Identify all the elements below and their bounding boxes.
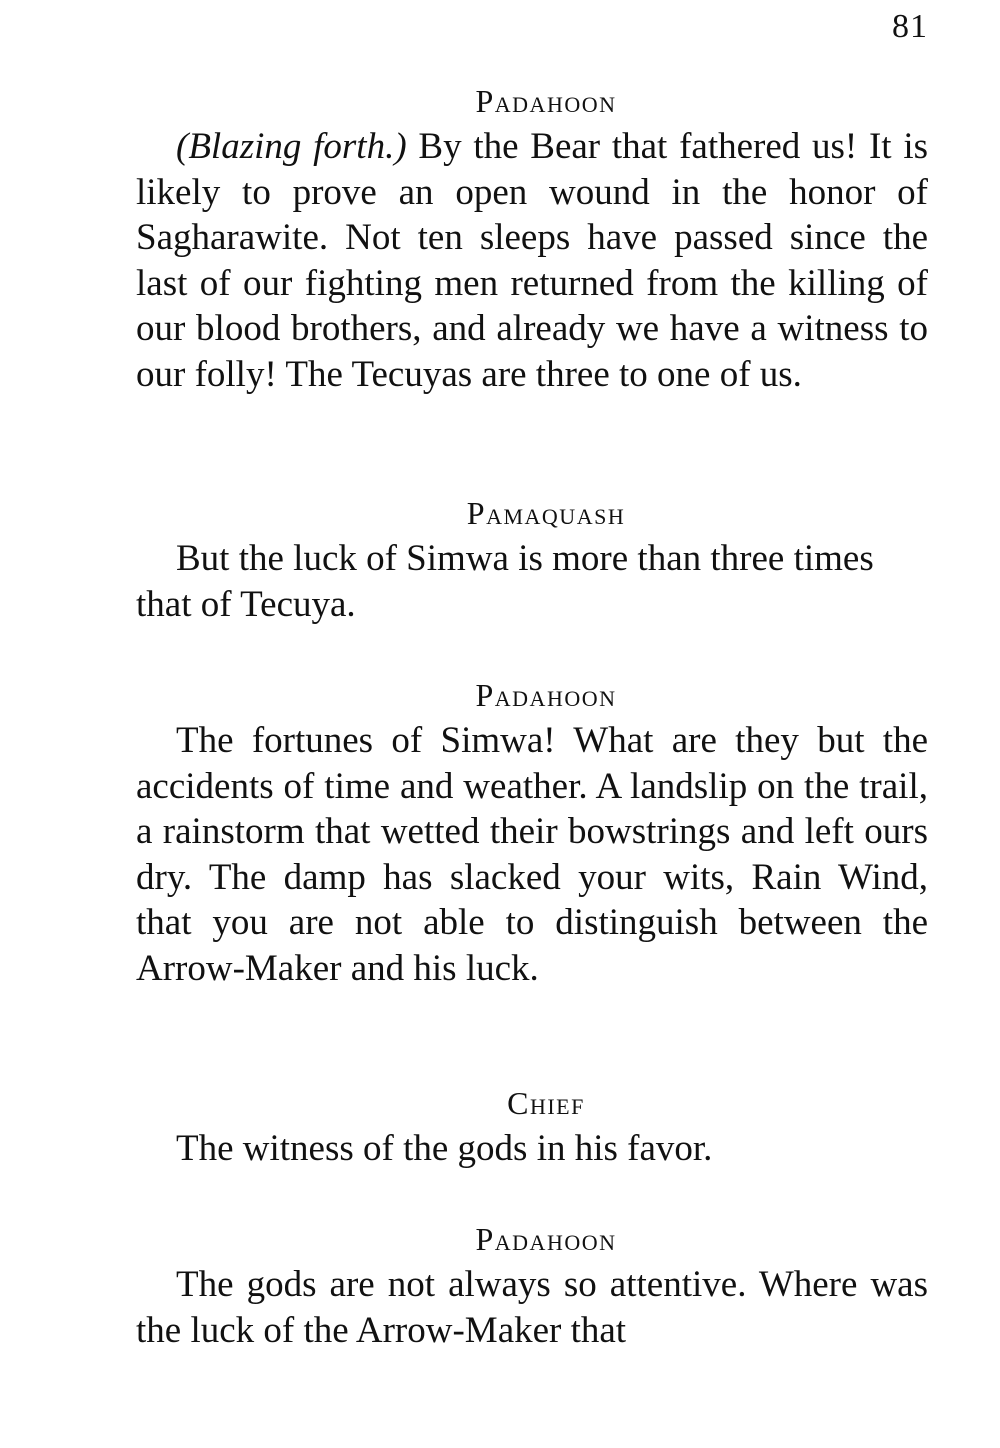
dialogue-block-chief xyxy=(136,1080,928,1172)
dialogue-block-padahoon-3 xyxy=(136,1216,928,1353)
speech-text: The gods are not always so attentive. Where was the luck of the Arrow-Maker that xyxy=(136,1264,928,1351)
dialogue-block-padahoon-2 xyxy=(136,672,928,991)
speaker-name: Pamaquash xyxy=(466,495,626,531)
speaker-name: Padahoon xyxy=(475,1221,617,1257)
dialogue-block-pamaquash xyxy=(136,490,928,627)
speech-text: The witness of the gods in his favor. xyxy=(176,1128,713,1169)
speaker-name: Padahoon xyxy=(475,677,617,713)
speech-text xyxy=(136,124,928,397)
speaker-name: Chief xyxy=(507,1085,585,1121)
speech-text: But the luck of Simwa is more than three times that of Tecuya. xyxy=(136,538,874,625)
dialogue-block-padahoon-1 xyxy=(136,78,928,397)
speech-body: By the Bear that fathered us! It is likely to prove an open wound in the honor of Sagharawite. Not ten sleeps have passed since the last of our fighting men returned from the killing of our blood brothers, and already we have a witness to our folly! The Tecuyas are three to one of us. xyxy=(136,126,928,395)
page-number: 81 xyxy=(892,8,928,45)
speech-text: The fortunes of Simwa! What are they but the accidents of time and weather. A landslip on the trail, a rainstorm that wetted their bowstrings and left ours dry. The damp has slacked your wits, Rain Wind, that you are not able to distinguish between the Arrow-Maker and his luck. xyxy=(136,720,928,989)
speaker-name: Padahoon xyxy=(475,83,617,119)
stage-direction: (Blazing forth.) xyxy=(176,126,407,167)
